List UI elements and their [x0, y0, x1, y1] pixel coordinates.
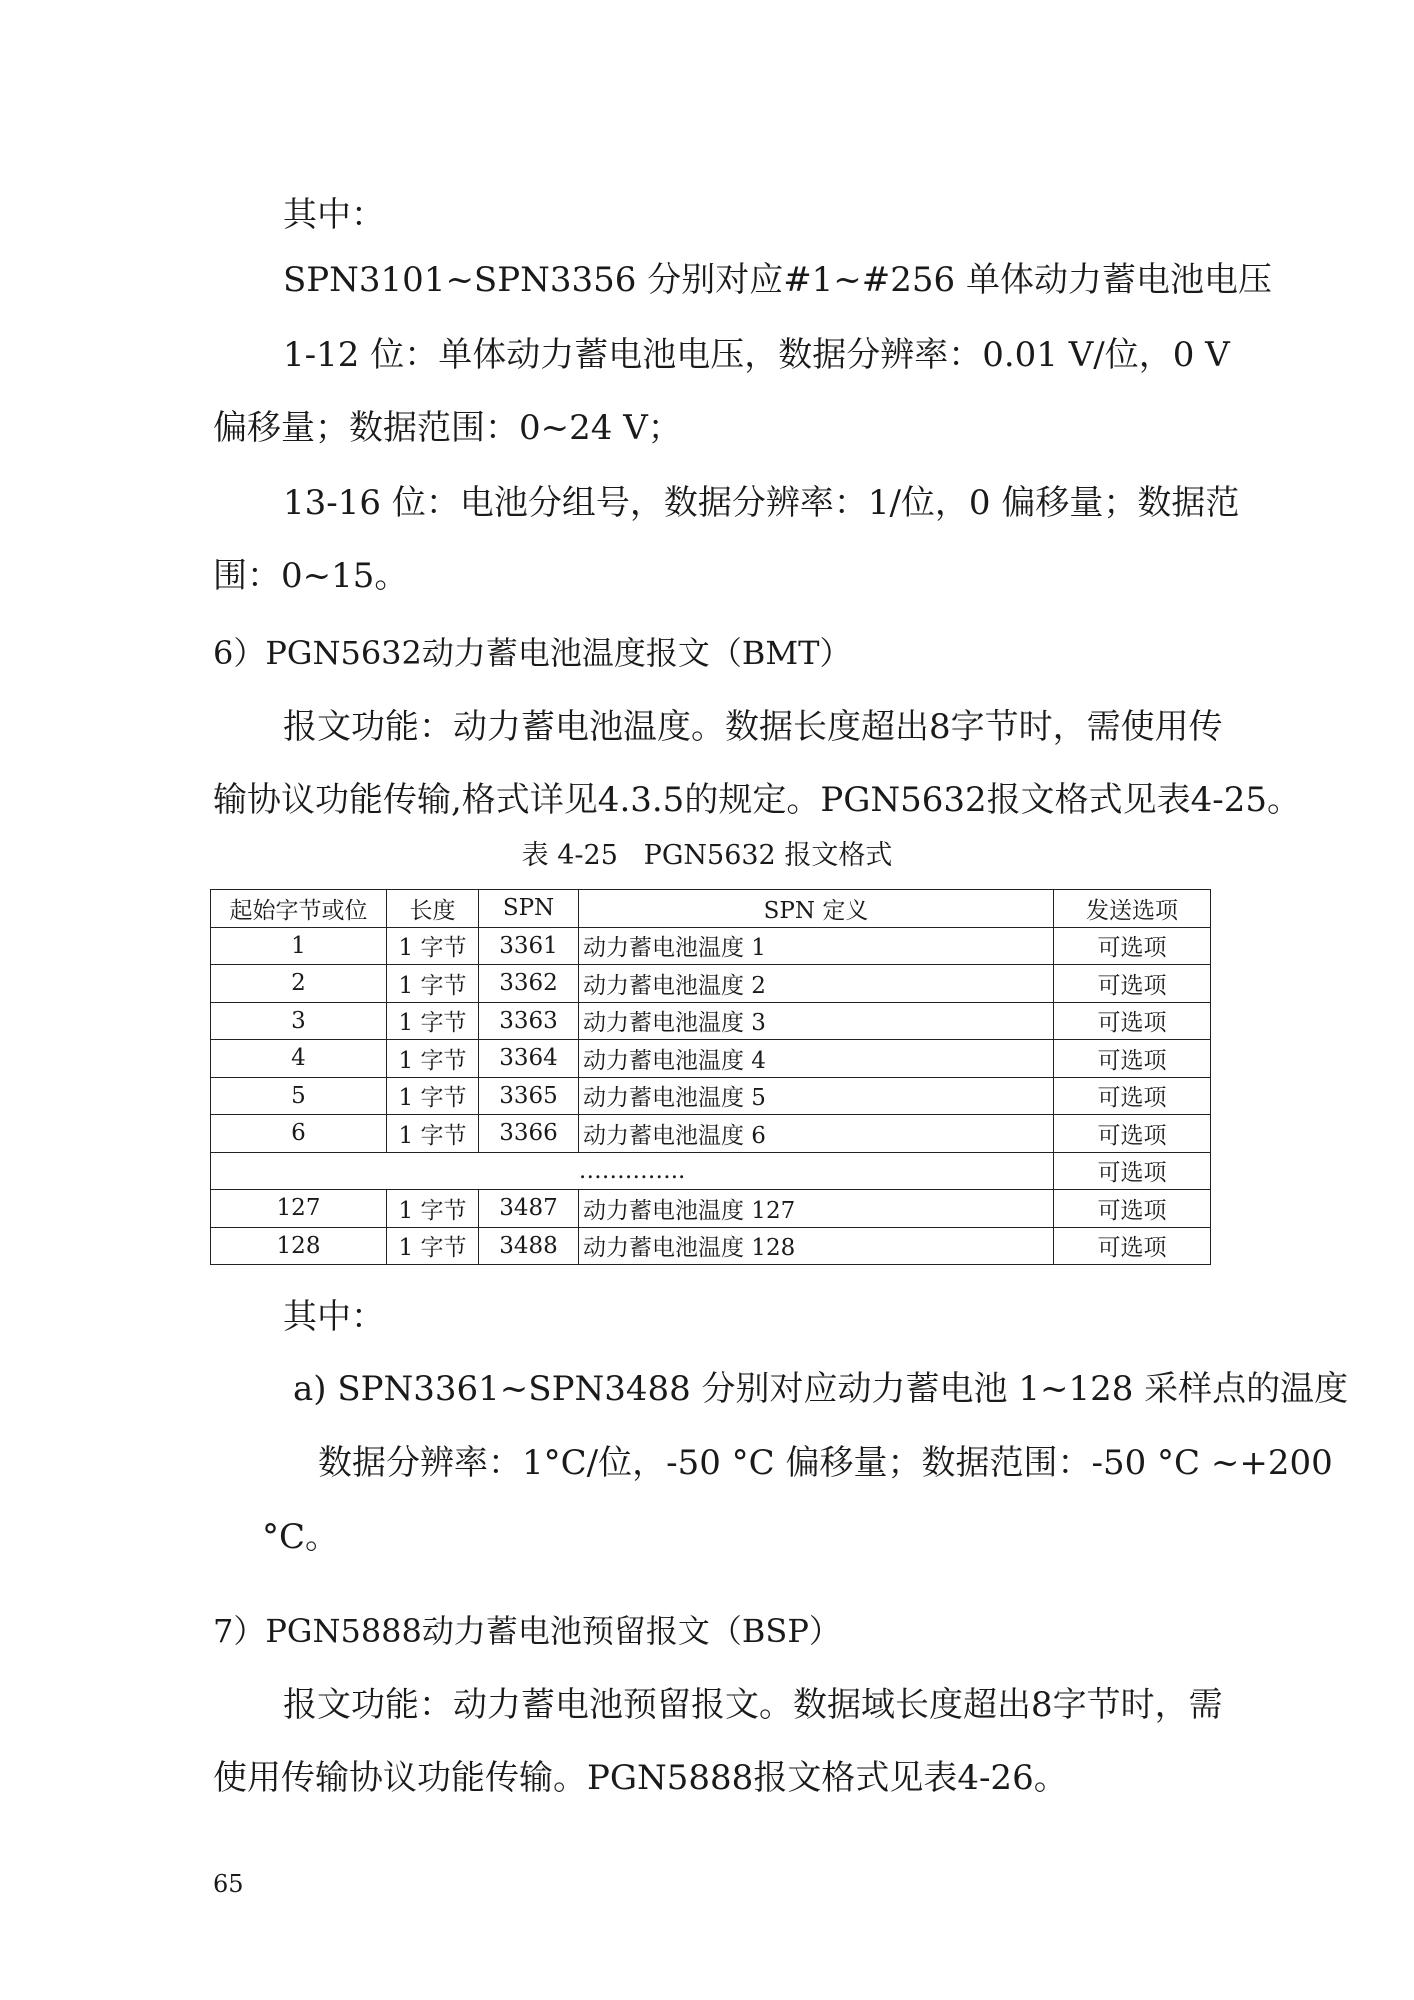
cell-length: 1 字节	[387, 1115, 479, 1153]
paragraph-where-2: 其中：	[283, 1297, 385, 1337]
cell-spn: 3362	[479, 965, 579, 1003]
section-7-function-line2: 使用传输协议功能传输。PGN5888报文格式见表4-26。	[213, 1758, 1068, 1798]
cell-option: 可选项	[1054, 1002, 1211, 1040]
table-row	[211, 1040, 1211, 1078]
cell-option: 可选项	[1054, 1040, 1211, 1078]
paragraph-bits-1-12-line1: 1-12 位：单体动力蓄电池电压，数据分辨率：0.01 V/位，0 V	[283, 335, 1230, 375]
cell-option: 可选项	[1054, 965, 1211, 1003]
header-length: 长度	[387, 890, 479, 928]
table-row	[211, 927, 1211, 965]
table-row-ellipsis	[211, 1152, 1211, 1190]
cell-spn: 3488	[479, 1227, 579, 1265]
cell-option: 可选项	[1054, 1190, 1211, 1228]
cell-definition: 动力蓄电池温度 3	[579, 1002, 1054, 1040]
cell-start: 127	[211, 1190, 387, 1228]
cell-spn: 3363	[479, 1002, 579, 1040]
table-row	[211, 965, 1211, 1003]
header-start-byte: 起始字节或位	[211, 890, 387, 928]
cell-length: 1 字节	[387, 1190, 479, 1228]
section-6-function-line1: 报文功能：动力蓄电池温度。数据长度超出8字节时，需使用传	[283, 707, 1223, 747]
cell-definition: 动力蓄电池温度 1	[579, 927, 1054, 965]
cell-spn: 3361	[479, 927, 579, 965]
section-7-function-line1: 报文功能：动力蓄电池预留报文。数据域长度超出8字节时，需	[283, 1685, 1223, 1725]
paragraph-bits-13-16-line2: 围：0~15。	[213, 556, 409, 596]
paragraph-item-a: a) SPN3361~SPN3488 分别对应动力蓄电池 1~128 采样点的温度	[293, 1369, 1349, 1409]
header-spn-definition: SPN 定义	[579, 890, 1054, 928]
cell-option: 可选项	[1054, 1115, 1211, 1153]
cell-spn: 3366	[479, 1115, 579, 1153]
cell-start: 6	[211, 1115, 387, 1153]
cell-option: 可选项	[1054, 1227, 1211, 1265]
table-row	[211, 1190, 1211, 1228]
cell-option: 可选项	[1054, 1077, 1211, 1115]
cell-spn: 3487	[479, 1190, 579, 1228]
paragraph-spn-range: SPN3101~SPN3356 分别对应#1~#256 单体动力蓄电池电压	[283, 260, 1272, 300]
section-7-heading: 7）PGN5888动力蓄电池预留报文（BSP）	[213, 1612, 841, 1650]
cell-length: 1 字节	[387, 1227, 479, 1265]
cell-definition: 动力蓄电池温度 5	[579, 1077, 1054, 1115]
paragraph-resolution-line2: °C。	[262, 1517, 340, 1557]
section-6-heading: 6）PGN5632动力蓄电池温度报文（BMT）	[213, 634, 852, 672]
table-row	[211, 1077, 1211, 1115]
pgn5632-format-table	[210, 889, 1211, 1265]
cell-definition: 动力蓄电池温度 128	[579, 1227, 1054, 1265]
paragraph-where-1: 其中：	[283, 195, 385, 235]
paragraph-bits-13-16-line1: 13-16 位：电池分组号，数据分辨率：1/位，0 偏移量；数据范	[283, 483, 1240, 523]
cell-start: 128	[211, 1227, 387, 1265]
table-row	[211, 1002, 1211, 1040]
cell-start: 3	[211, 1002, 387, 1040]
header-spn: SPN	[479, 890, 579, 928]
cell-definition: 动力蓄电池温度 2	[579, 965, 1054, 1003]
table-caption: 表 4-25 PGN5632 报文格式	[521, 840, 893, 871]
paragraph-resolution-line1: 数据分辨率：1°C/位，-50 °C 偏移量；数据范围：-50 °C ~+200	[318, 1443, 1333, 1483]
cell-start: 4	[211, 1040, 387, 1078]
cell-start: 5	[211, 1077, 387, 1115]
page-number: 65	[213, 1870, 244, 1898]
cell-start: 2	[211, 965, 387, 1003]
cell-length: 1 字节	[387, 965, 479, 1003]
cell-definition: 动力蓄电池温度 127	[579, 1190, 1054, 1228]
cell-option: 可选项	[1054, 1152, 1211, 1190]
cell-length: 1 字节	[387, 927, 479, 965]
cell-spn: 3364	[479, 1040, 579, 1078]
section-6-function-line2: 输协议功能传输,格式详见4.3.5的规定。PGN5632报文格式见表4-25。	[213, 780, 1302, 820]
table-header-row	[211, 890, 1211, 928]
cell-length: 1 字节	[387, 1040, 479, 1078]
cell-definition: 动力蓄电池温度 4	[579, 1040, 1054, 1078]
cell-spn: 3365	[479, 1077, 579, 1115]
paragraph-bits-1-12-line2: 偏移量；数据范围：0~24 V；	[213, 408, 682, 448]
cell-length: 1 字节	[387, 1002, 479, 1040]
table-row	[211, 1227, 1211, 1265]
header-send-option: 发送选项	[1054, 890, 1211, 928]
cell-ellipsis: …………..	[211, 1152, 1054, 1190]
table-row	[211, 1115, 1211, 1153]
cell-option: 可选项	[1054, 927, 1211, 965]
cell-start: 1	[211, 927, 387, 965]
cell-length: 1 字节	[387, 1077, 479, 1115]
cell-definition: 动力蓄电池温度 6	[579, 1115, 1054, 1153]
